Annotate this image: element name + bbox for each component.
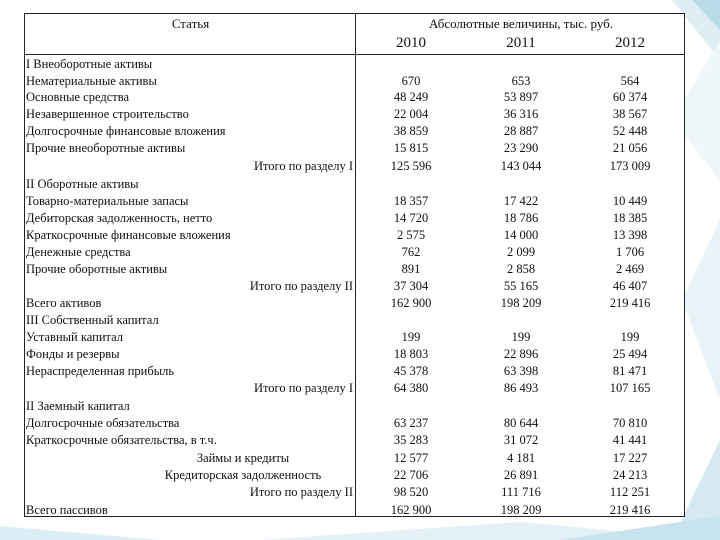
value-cell: 22 896 [503, 347, 539, 361]
value-cell: 18 357 [393, 194, 429, 208]
value-cell: 35 283 [393, 433, 429, 447]
value-cell: 37 304 [393, 279, 429, 293]
value-cell: 64 380 [393, 381, 429, 395]
row-label: II Заемный капитал [26, 399, 130, 413]
row-label: Товарно-материальные запасы [26, 194, 189, 208]
subtotal-row [25, 484, 684, 501]
table-row [25, 261, 684, 278]
table-row [25, 502, 684, 519]
balance-sheet-table [24, 13, 685, 517]
value-cell: 2 469 [615, 262, 645, 276]
row-label: Итого по разделу I [253, 159, 353, 173]
table-row [25, 227, 684, 244]
value-cell: 41 441 [612, 433, 648, 447]
value-cell: 46 407 [612, 279, 648, 293]
table-row [25, 210, 684, 227]
header-divider [25, 54, 684, 55]
value-cell: 199 [620, 330, 640, 344]
table-row [25, 329, 684, 346]
year-header-2011: 2011 [506, 35, 536, 51]
row-label: II Оборотные активы [26, 177, 139, 191]
value-cell: 18 385 [612, 211, 648, 225]
value-cell: 48 249 [393, 90, 429, 104]
value-cell: 2 575 [396, 228, 426, 242]
row-label: Прочие внеоборотные активы [26, 141, 186, 155]
row-label: Уставный капитал [26, 330, 124, 344]
subtotal-row [25, 158, 684, 175]
section-heading-row [25, 56, 684, 73]
year-header-2010: 2010 [396, 35, 426, 51]
value-cell: 86 493 [503, 381, 539, 395]
value-cell: 173 009 [609, 159, 651, 173]
value-cell: 26 891 [503, 468, 539, 482]
value-cell: 24 213 [612, 468, 648, 482]
value-cell: 12 577 [393, 451, 429, 465]
row-label: Незавершенное строительство [26, 107, 189, 121]
table-row [25, 415, 684, 432]
table-row [25, 432, 684, 449]
value-cell: 762 [401, 245, 421, 259]
table-row [25, 450, 684, 467]
value-cell: 17 422 [503, 194, 539, 208]
value-cell: 1 706 [615, 245, 645, 259]
value-cell: 107 165 [609, 381, 651, 395]
value-cell: 17 227 [612, 451, 648, 465]
value-cell: 45 378 [393, 364, 429, 378]
table-row [25, 295, 684, 312]
value-cell: 653 [511, 74, 531, 88]
value-cell: 2 099 [506, 245, 536, 259]
value-cell: 199 [511, 330, 531, 344]
value-cell: 219 416 [609, 503, 651, 517]
value-cell: 81 471 [612, 364, 648, 378]
value-cell: 111 716 [501, 485, 541, 499]
value-cell: 125 596 [390, 159, 432, 173]
table-row [25, 244, 684, 261]
value-cell: 53 897 [503, 90, 539, 104]
row-label: Нематериальные активы [26, 74, 157, 88]
value-cell: 4 181 [506, 451, 536, 465]
value-cell: 199 [401, 330, 421, 344]
column-header-absolute-values: Абсолютные величины, тыс. руб. [428, 16, 614, 31]
subtotal-row [25, 278, 684, 295]
table-row [25, 346, 684, 363]
value-cell: 143 044 [500, 159, 542, 173]
value-cell: 198 209 [500, 503, 542, 517]
row-label: I Внеоборотные активы [26, 57, 153, 71]
value-cell: 891 [401, 262, 421, 276]
value-cell: 38 567 [612, 107, 648, 121]
row-label: Краткосрочные обязательства, в т.ч. [26, 433, 217, 447]
row-label: Прочие оборотные активы [26, 262, 168, 276]
row-label: Краткосрочные финансовые вложения [26, 228, 231, 242]
row-label: Долгосрочные финансовые вложения [26, 124, 226, 138]
value-cell: 10 449 [612, 194, 648, 208]
value-cell: 112 251 [609, 485, 651, 499]
value-cell: 60 374 [612, 90, 648, 104]
row-label: Всего пассивов [26, 503, 108, 517]
value-cell: 162 900 [390, 296, 432, 310]
column-header-article: Статья [171, 16, 210, 31]
value-cell: 23 290 [503, 141, 539, 155]
table-row [25, 106, 684, 123]
value-cell: 98 520 [393, 485, 429, 499]
value-cell: 219 416 [609, 296, 651, 310]
value-cell: 15 815 [393, 141, 429, 155]
table-row [25, 140, 684, 157]
value-cell: 31 072 [503, 433, 539, 447]
value-cell: 162 900 [390, 503, 432, 517]
value-cell: 18 803 [393, 347, 429, 361]
row-label: Нераспределенная прибыль [26, 364, 175, 378]
value-cell: 55 165 [503, 279, 539, 293]
table-row [25, 89, 684, 106]
row-label: Кредиторская задолженность [164, 468, 322, 482]
value-cell: 13 398 [612, 228, 648, 242]
value-cell: 70 810 [612, 416, 648, 430]
value-cell: 2 858 [506, 262, 536, 276]
section-heading-row [25, 398, 684, 415]
row-label: Всего активов [26, 296, 102, 310]
value-cell: 38 859 [393, 124, 429, 138]
value-cell: 63 398 [503, 364, 539, 378]
row-label: Займы и кредиты [196, 451, 290, 465]
row-label: Итого по разделу II [249, 485, 353, 499]
value-cell: 22 004 [393, 107, 429, 121]
row-label: Основные средства [26, 90, 130, 104]
value-cell: 80 644 [503, 416, 539, 430]
row-label: Денежные средства [26, 245, 131, 259]
value-cell: 25 494 [612, 347, 648, 361]
section-heading-row [25, 312, 684, 329]
value-cell: 21 056 [612, 141, 648, 155]
value-cell: 564 [620, 74, 640, 88]
value-cell: 14 720 [393, 211, 429, 225]
value-cell: 18 786 [503, 211, 539, 225]
row-label: Дебиторская задолженность, нетто [26, 211, 213, 225]
value-cell: 14 000 [503, 228, 539, 242]
row-label: Долгосрочные обязательства [26, 416, 180, 430]
row-label: Итого по разделу I [253, 381, 353, 395]
value-cell: 670 [401, 74, 421, 88]
table-row [25, 123, 684, 140]
row-label: Итого по разделу II [249, 279, 353, 293]
decorative-bottom-band [0, 516, 720, 540]
table-row [25, 73, 684, 90]
year-header-2012: 2012 [615, 35, 645, 51]
value-cell: 36 316 [503, 107, 539, 121]
row-label: Фонды и резервы [26, 347, 120, 361]
value-cell: 28 887 [503, 124, 539, 138]
table-row [25, 193, 684, 210]
table-row [25, 363, 684, 380]
value-cell: 52 448 [612, 124, 648, 138]
table-row [25, 467, 684, 484]
value-cell: 22 706 [393, 468, 429, 482]
section-heading-row [25, 176, 684, 193]
value-cell: 63 237 [393, 416, 429, 430]
subtotal-row [25, 380, 684, 397]
row-label: III Собственный капитал [26, 313, 159, 327]
value-cell: 198 209 [500, 296, 542, 310]
